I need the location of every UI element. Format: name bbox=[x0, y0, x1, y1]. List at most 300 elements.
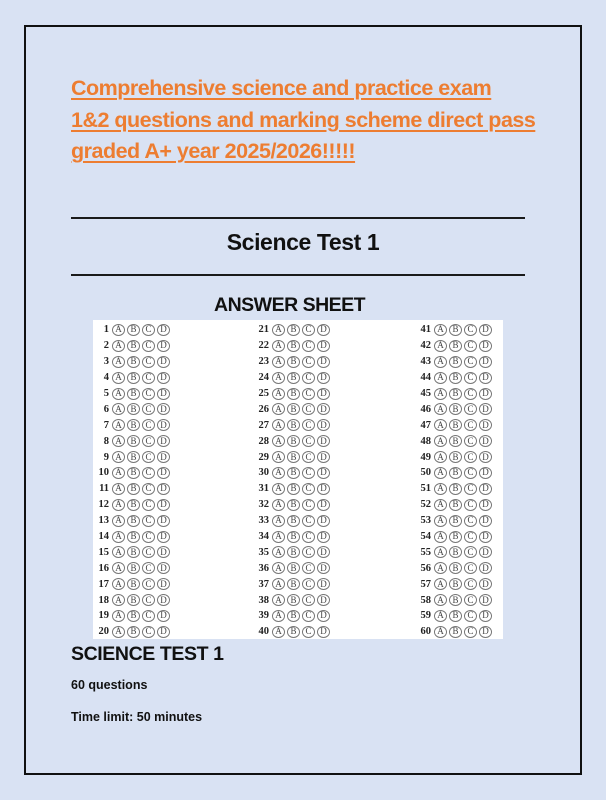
answer-row bbox=[415, 608, 494, 624]
answer-bubble-c[interactable]: C bbox=[464, 610, 477, 622]
answer-row bbox=[253, 386, 332, 402]
question-number: 58 bbox=[420, 594, 431, 606]
answer-bubble-d[interactable]: D bbox=[479, 626, 492, 638]
answer-bubble-d[interactable]: D bbox=[157, 626, 170, 638]
answer-bubble-d[interactable]: D bbox=[479, 594, 492, 606]
answer-bubble-c[interactable]: C bbox=[142, 626, 155, 638]
answer-row bbox=[253, 529, 332, 545]
answer-bubble-d[interactable]: D bbox=[317, 626, 330, 638]
answer-bubble-b[interactable]: B bbox=[127, 356, 140, 368]
answer-bubble-c[interactable]: C bbox=[464, 578, 477, 590]
answer-bubble-b[interactable]: B bbox=[449, 403, 462, 415]
answer-bubble-c[interactable]: C bbox=[142, 340, 155, 352]
answer-bubble-c[interactable]: C bbox=[302, 578, 315, 590]
answer-bubble-c[interactable]: C bbox=[302, 324, 315, 336]
answer-row bbox=[415, 624, 494, 640]
answer-row bbox=[93, 322, 172, 338]
answer-row bbox=[93, 433, 172, 449]
answer-bubble-b[interactable]: B bbox=[449, 388, 462, 400]
answer-bubble-d[interactable]: D bbox=[157, 562, 170, 574]
answer-bubble-d[interactable]: D bbox=[479, 499, 492, 511]
answer-bubble-a[interactable]: A bbox=[112, 324, 125, 336]
answer-bubble-a[interactable]: A bbox=[272, 515, 285, 527]
answer-bubble-c[interactable]: C bbox=[142, 435, 155, 447]
answer-bubble-b[interactable]: B bbox=[449, 372, 462, 384]
answer-bubble-d[interactable]: D bbox=[479, 340, 492, 352]
answer-bubble-d[interactable]: D bbox=[317, 594, 330, 606]
answer-bubble-b[interactable]: B bbox=[127, 626, 140, 638]
answer-bubble-b[interactable]: B bbox=[449, 340, 462, 352]
answer-bubble-d[interactable]: D bbox=[157, 388, 170, 400]
answer-bubble-a[interactable]: A bbox=[272, 372, 285, 384]
answer-bubble-d[interactable]: D bbox=[157, 451, 170, 463]
answer-bubble-a[interactable]: A bbox=[112, 340, 125, 352]
answer-bubble-b[interactable]: B bbox=[287, 515, 300, 527]
question-number: 51 bbox=[420, 483, 431, 495]
answer-bubble-a[interactable]: A bbox=[272, 388, 285, 400]
answer-row bbox=[93, 401, 172, 417]
question-number: 36 bbox=[258, 562, 269, 574]
answer-bubble-d[interactable]: D bbox=[317, 562, 330, 574]
answer-bubble-b[interactable]: B bbox=[127, 403, 140, 415]
answer-bubble-a[interactable]: A bbox=[112, 435, 125, 447]
test-title: Science Test 1 bbox=[226, 229, 380, 255]
answer-bubble-b[interactable]: B bbox=[127, 594, 140, 606]
answer-bubble-d[interactable]: D bbox=[157, 515, 170, 527]
question-number: 26 bbox=[258, 403, 269, 415]
answer-bubble-c[interactable]: C bbox=[464, 515, 477, 527]
answer-bubble-c[interactable]: C bbox=[302, 531, 315, 543]
answer-bubble-d[interactable]: D bbox=[157, 594, 170, 606]
answer-bubble-c[interactable]: C bbox=[142, 388, 155, 400]
answer-bubble-d[interactable]: D bbox=[479, 467, 492, 479]
answer-bubble-b[interactable]: B bbox=[287, 451, 300, 463]
question-number: 40 bbox=[258, 626, 269, 638]
question-number: 12 bbox=[98, 499, 109, 511]
answer-bubble-c[interactable]: C bbox=[142, 515, 155, 527]
answer-row bbox=[253, 433, 332, 449]
answer-bubble-d[interactable]: D bbox=[157, 467, 170, 479]
answer-bubble-a[interactable]: A bbox=[434, 562, 447, 574]
answer-bubble-a[interactable]: A bbox=[112, 626, 125, 638]
answer-bubble-b[interactable]: B bbox=[127, 340, 140, 352]
answer-bubble-a[interactable]: A bbox=[272, 546, 285, 558]
answer-bubble-b[interactable]: B bbox=[127, 562, 140, 574]
answer-bubble-b[interactable]: B bbox=[449, 324, 462, 336]
answer-bubble-a[interactable]: A bbox=[434, 531, 447, 543]
answer-bubble-c[interactable]: C bbox=[302, 483, 315, 495]
answer-bubble-c[interactable]: C bbox=[302, 546, 315, 558]
answer-bubble-d[interactable]: D bbox=[157, 324, 170, 336]
answer-bubble-c[interactable]: C bbox=[464, 340, 477, 352]
question-number: 3 bbox=[103, 356, 109, 368]
answer-bubble-c[interactable]: C bbox=[142, 419, 155, 431]
answer-bubble-a[interactable]: A bbox=[272, 531, 285, 543]
answer-bubble-d[interactable]: D bbox=[479, 546, 492, 558]
answer-bubble-c[interactable]: C bbox=[464, 594, 477, 606]
answer-bubble-d[interactable]: D bbox=[317, 578, 330, 590]
answer-bubble-c[interactable]: C bbox=[142, 356, 155, 368]
answer-bubble-c[interactable]: C bbox=[142, 562, 155, 574]
answer-bubble-b[interactable]: B bbox=[449, 467, 462, 479]
answer-bubble-b[interactable]: B bbox=[287, 546, 300, 558]
answer-bubble-a[interactable]: A bbox=[434, 467, 447, 479]
answer-bubble-a[interactable]: A bbox=[434, 515, 447, 527]
answer-row bbox=[253, 481, 332, 497]
question-number: 45 bbox=[420, 388, 431, 399]
answer-bubble-b[interactable]: B bbox=[127, 546, 140, 558]
answer-bubble-d[interactable]: D bbox=[479, 419, 492, 431]
answer-row bbox=[93, 417, 172, 433]
answer-bubble-c[interactable]: C bbox=[464, 531, 477, 543]
answer-bubble-c[interactable]: C bbox=[302, 626, 315, 638]
answer-bubble-b[interactable]: B bbox=[287, 562, 300, 574]
answer-bubble-b[interactable]: B bbox=[127, 578, 140, 590]
question-number: 23 bbox=[258, 356, 269, 368]
answer-bubble-d[interactable]: D bbox=[317, 403, 330, 415]
answer-bubble-a[interactable]: A bbox=[434, 451, 447, 463]
answer-bubble-b[interactable]: B bbox=[287, 324, 300, 336]
answer-bubble-a[interactable]: A bbox=[112, 419, 125, 431]
answer-bubble-d[interactable]: D bbox=[157, 610, 170, 622]
answer-bubble-b[interactable]: B bbox=[287, 388, 300, 400]
answer-bubble-b[interactable]: B bbox=[127, 388, 140, 400]
answer-bubble-b[interactable]: B bbox=[287, 467, 300, 479]
answer-bubble-c[interactable]: C bbox=[464, 435, 477, 447]
answer-bubble-d[interactable]: D bbox=[157, 578, 170, 590]
answer-bubble-d[interactable]: D bbox=[317, 419, 330, 431]
answer-bubble-b[interactable]: B bbox=[449, 419, 462, 431]
answer-row bbox=[93, 592, 172, 608]
answer-row bbox=[93, 513, 172, 529]
answer-bubble-a[interactable]: A bbox=[434, 499, 447, 511]
answer-row bbox=[93, 560, 172, 576]
answer-bubble-b[interactable]: B bbox=[449, 435, 462, 447]
answer-bubble-d[interactable]: D bbox=[479, 515, 492, 527]
answer-bubble-d[interactable]: D bbox=[479, 531, 492, 543]
question-number: 7 bbox=[103, 419, 109, 431]
answer-bubble-d[interactable]: D bbox=[479, 483, 492, 495]
answer-bubble-a[interactable]: A bbox=[112, 356, 125, 368]
answer-row bbox=[93, 624, 172, 640]
answer-bubble-d[interactable]: D bbox=[317, 483, 330, 495]
answer-bubble-c[interactable]: C bbox=[464, 626, 477, 638]
question-number: 27 bbox=[258, 419, 269, 431]
title-line-3: graded A+ year 2025/2026!!!!! bbox=[71, 139, 356, 163]
answer-bubble-a[interactable]: A bbox=[434, 324, 447, 336]
answer-bubble-d[interactable]: D bbox=[157, 356, 170, 368]
answer-bubble-b[interactable]: B bbox=[449, 578, 462, 590]
answer-bubble-a[interactable]: A bbox=[272, 419, 285, 431]
answer-bubble-a[interactable]: A bbox=[434, 388, 447, 400]
answer-bubble-d[interactable]: D bbox=[479, 324, 492, 336]
answer-bubble-b[interactable]: B bbox=[287, 610, 300, 622]
answer-sheet-heading: ANSWER SHEET bbox=[214, 294, 366, 316]
answer-bubble-c[interactable]: C bbox=[302, 340, 315, 352]
answer-bubble-c[interactable]: C bbox=[464, 372, 477, 384]
answer-bubble-a[interactable]: A bbox=[434, 372, 447, 384]
answer-bubble-d[interactable]: D bbox=[479, 578, 492, 590]
answer-bubble-a[interactable]: A bbox=[112, 499, 125, 511]
answer-bubble-c[interactable]: C bbox=[302, 594, 315, 606]
answer-bubble-c[interactable]: C bbox=[142, 324, 155, 336]
answer-bubble-d[interactable]: D bbox=[317, 435, 330, 447]
answer-bubble-c[interactable]: C bbox=[142, 546, 155, 558]
answer-bubble-a[interactable]: A bbox=[272, 499, 285, 511]
answer-bubble-b[interactable]: B bbox=[287, 626, 300, 638]
answer-bubble-d[interactable]: D bbox=[157, 340, 170, 352]
question-number: 24 bbox=[258, 372, 269, 384]
answer-row bbox=[93, 529, 172, 545]
answer-bubble-a[interactable]: A bbox=[434, 419, 447, 431]
answer-row bbox=[253, 592, 332, 608]
answer-row bbox=[253, 513, 332, 529]
answer-bubble-b[interactable]: B bbox=[287, 340, 300, 352]
question-number: 11 bbox=[99, 483, 109, 495]
answer-bubble-a[interactable]: A bbox=[272, 467, 285, 479]
answer-bubble-b[interactable]: B bbox=[127, 372, 140, 384]
section-title: SCIENCE TEST 1 bbox=[71, 643, 224, 665]
answer-bubble-a[interactable]: A bbox=[434, 626, 447, 638]
answer-bubble-c[interactable]: C bbox=[464, 388, 477, 400]
answer-bubble-a[interactable]: A bbox=[272, 356, 285, 368]
answer-bubble-c[interactable]: C bbox=[464, 483, 477, 495]
answer-bubble-b[interactable]: B bbox=[449, 610, 462, 622]
answer-bubble-c[interactable]: C bbox=[464, 324, 477, 336]
answer-bubble-b[interactable]: B bbox=[287, 419, 300, 431]
answer-bubble-b[interactable]: B bbox=[127, 467, 140, 479]
answer-bubble-c[interactable]: C bbox=[464, 403, 477, 415]
answer-bubble-c[interactable]: C bbox=[464, 499, 477, 511]
answer-bubble-b[interactable]: B bbox=[287, 578, 300, 590]
answer-row bbox=[415, 560, 494, 576]
question-number: 55 bbox=[420, 546, 431, 558]
answer-bubble-a[interactable]: A bbox=[112, 467, 125, 479]
question-number: 52 bbox=[420, 499, 431, 511]
answer-bubble-c[interactable]: C bbox=[142, 467, 155, 479]
answer-bubble-a[interactable]: A bbox=[112, 562, 125, 574]
answer-bubble-d[interactable]: D bbox=[479, 403, 492, 415]
answer-bubble-c[interactable]: C bbox=[302, 388, 315, 400]
answer-bubble-a[interactable]: A bbox=[434, 435, 447, 447]
question-number: 16 bbox=[98, 562, 109, 574]
answer-bubble-a[interactable]: A bbox=[434, 403, 447, 415]
answer-bubble-b[interactable]: B bbox=[127, 324, 140, 336]
answer-bubble-a[interactable]: A bbox=[112, 388, 125, 400]
answer-row bbox=[253, 465, 332, 481]
answer-bubble-c[interactable]: C bbox=[142, 451, 155, 463]
answer-row bbox=[93, 576, 172, 592]
question-number: 57 bbox=[420, 578, 431, 590]
answer-bubble-b[interactable]: B bbox=[127, 515, 140, 527]
answer-bubble-b[interactable]: B bbox=[287, 483, 300, 495]
question-number: 49 bbox=[420, 451, 431, 463]
question-number: 39 bbox=[258, 610, 269, 622]
answer-bubble-b[interactable]: B bbox=[287, 435, 300, 447]
answer-bubble-b[interactable]: B bbox=[127, 531, 140, 543]
answer-bubble-c[interactable]: C bbox=[142, 403, 155, 415]
answer-bubble-a[interactable]: A bbox=[272, 435, 285, 447]
answer-bubble-b[interactable]: B bbox=[127, 499, 140, 511]
answer-bubble-a[interactable]: A bbox=[112, 610, 125, 622]
answer-bubble-d[interactable]: D bbox=[317, 324, 330, 336]
answer-bubble-b[interactable]: B bbox=[449, 562, 462, 574]
question-number: 37 bbox=[258, 578, 269, 590]
answer-bubble-d[interactable]: D bbox=[317, 610, 330, 622]
answer-bubble-d[interactable]: D bbox=[157, 403, 170, 415]
answer-bubble-d[interactable]: D bbox=[157, 372, 170, 384]
answer-bubble-d[interactable]: D bbox=[317, 340, 330, 352]
answer-bubble-a[interactable]: A bbox=[112, 451, 125, 463]
answer-bubble-c[interactable]: C bbox=[464, 467, 477, 479]
answer-bubble-a[interactable]: A bbox=[434, 483, 447, 495]
answer-bubble-c[interactable]: C bbox=[464, 546, 477, 558]
answer-bubble-a[interactable]: A bbox=[434, 610, 447, 622]
answer-bubble-d[interactable]: D bbox=[157, 531, 170, 543]
answer-bubble-c[interactable]: C bbox=[464, 562, 477, 574]
time-limit: Time limit: 50 minutes bbox=[71, 710, 203, 724]
answer-bubble-b[interactable]: B bbox=[127, 451, 140, 463]
answer-bubble-b[interactable]: B bbox=[127, 435, 140, 447]
answer-bubble-c[interactable]: C bbox=[142, 372, 155, 384]
answer-bubble-a[interactable]: A bbox=[434, 594, 447, 606]
answer-bubble-a[interactable]: A bbox=[434, 578, 447, 590]
answer-row bbox=[93, 497, 172, 513]
answer-bubble-d[interactable]: D bbox=[479, 562, 492, 574]
answer-bubble-a[interactable]: A bbox=[112, 403, 125, 415]
answer-bubble-a[interactable]: A bbox=[272, 324, 285, 336]
answer-bubble-d[interactable]: D bbox=[479, 388, 492, 400]
question-number: 50 bbox=[420, 467, 431, 479]
answer-bubble-c[interactable]: C bbox=[302, 372, 315, 384]
answer-bubble-b[interactable]: B bbox=[287, 372, 300, 384]
answer-bubble-a[interactable]: A bbox=[434, 546, 447, 558]
answer-bubble-a[interactable]: A bbox=[272, 340, 285, 352]
answer-bubble-c[interactable]: C bbox=[142, 531, 155, 543]
answer-row bbox=[415, 544, 494, 560]
answer-bubble-a[interactable]: A bbox=[112, 578, 125, 590]
answer-bubble-d[interactable]: D bbox=[317, 356, 330, 368]
answer-bubble-a[interactable]: A bbox=[112, 594, 125, 606]
answer-bubble-c[interactable]: C bbox=[302, 403, 315, 415]
question-number: 42 bbox=[420, 340, 431, 352]
question-number: 33 bbox=[258, 515, 269, 527]
answer-bubble-b[interactable]: B bbox=[449, 451, 462, 463]
answer-bubble-d[interactable]: D bbox=[157, 435, 170, 447]
answer-bubble-d[interactable]: D bbox=[479, 435, 492, 447]
answer-bubble-a[interactable]: A bbox=[272, 483, 285, 495]
answer-bubble-b[interactable]: B bbox=[449, 515, 462, 527]
question-number: 25 bbox=[258, 388, 269, 399]
question-number: 47 bbox=[420, 419, 431, 431]
answer-bubble-b[interactable]: B bbox=[449, 594, 462, 606]
answer-bubble-b[interactable]: B bbox=[287, 531, 300, 543]
answer-bubble-c[interactable]: C bbox=[302, 467, 315, 479]
answer-bubble-b[interactable]: B bbox=[449, 626, 462, 638]
answer-bubble-c[interactable]: C bbox=[302, 499, 315, 511]
answer-bubble-c[interactable]: C bbox=[464, 419, 477, 431]
answer-bubble-c[interactable]: C bbox=[142, 578, 155, 590]
answer-bubble-a[interactable]: A bbox=[434, 356, 447, 368]
answer-row bbox=[253, 354, 332, 370]
answer-bubble-a[interactable]: A bbox=[272, 610, 285, 622]
answer-bubble-d[interactable]: D bbox=[479, 451, 492, 463]
answer-bubble-b[interactable]: B bbox=[449, 483, 462, 495]
answer-bubble-c[interactable]: C bbox=[302, 419, 315, 431]
answer-bubble-a[interactable]: A bbox=[272, 403, 285, 415]
answer-bubble-a[interactable]: A bbox=[112, 546, 125, 558]
answer-bubble-c[interactable]: C bbox=[302, 610, 315, 622]
answer-bubble-c[interactable]: C bbox=[142, 483, 155, 495]
answer-row bbox=[253, 497, 332, 513]
answer-bubble-b[interactable]: B bbox=[127, 419, 140, 431]
answer-bubble-d[interactable]: D bbox=[317, 546, 330, 558]
question-number: 1 bbox=[103, 324, 109, 336]
answer-column-3 bbox=[415, 322, 494, 640]
answer-bubble-d[interactable]: D bbox=[317, 372, 330, 384]
answer-bubble-a[interactable]: A bbox=[112, 483, 125, 495]
answer-row bbox=[253, 370, 332, 386]
answer-bubble-d[interactable]: D bbox=[479, 610, 492, 622]
answer-bubble-c[interactable]: C bbox=[302, 562, 315, 574]
answer-bubble-c[interactable]: C bbox=[464, 356, 477, 368]
answer-bubble-d[interactable]: D bbox=[317, 499, 330, 511]
answer-row bbox=[415, 354, 494, 370]
answer-bubble-c[interactable]: C bbox=[142, 594, 155, 606]
answer-bubble-c[interactable]: C bbox=[302, 515, 315, 527]
answer-bubble-d[interactable]: D bbox=[479, 372, 492, 384]
answer-bubble-c[interactable]: C bbox=[302, 435, 315, 447]
answer-bubble-d[interactable]: D bbox=[317, 515, 330, 527]
answer-bubble-c[interactable]: C bbox=[142, 499, 155, 511]
answer-bubble-c[interactable]: C bbox=[302, 356, 315, 368]
answer-bubble-a[interactable]: A bbox=[272, 626, 285, 638]
answer-bubble-b[interactable]: B bbox=[449, 546, 462, 558]
answer-bubble-a[interactable]: A bbox=[272, 578, 285, 590]
answer-row bbox=[415, 433, 494, 449]
answer-bubble-b[interactable]: B bbox=[127, 610, 140, 622]
answer-bubble-d[interactable]: D bbox=[317, 451, 330, 463]
answer-bubble-a[interactable]: A bbox=[272, 562, 285, 574]
answer-bubble-b[interactable]: B bbox=[449, 499, 462, 511]
answer-bubble-a[interactable]: A bbox=[112, 372, 125, 384]
answer-bubble-a[interactable]: A bbox=[434, 340, 447, 352]
question-number: 46 bbox=[420, 403, 431, 415]
answer-bubble-b[interactable]: B bbox=[127, 483, 140, 495]
answer-bubble-b[interactable]: B bbox=[449, 356, 462, 368]
answer-bubble-b[interactable]: B bbox=[287, 356, 300, 368]
answer-bubble-d[interactable]: D bbox=[317, 467, 330, 479]
answer-bubble-a[interactable]: A bbox=[112, 515, 125, 527]
answer-bubble-b[interactable]: B bbox=[449, 531, 462, 543]
answer-bubble-b[interactable]: B bbox=[287, 403, 300, 415]
answer-bubble-c[interactable]: C bbox=[302, 451, 315, 463]
answer-bubble-c[interactable]: C bbox=[464, 451, 477, 463]
answer-bubble-d[interactable]: D bbox=[157, 483, 170, 495]
answer-bubble-d[interactable]: D bbox=[157, 546, 170, 558]
answer-bubble-d[interactable]: D bbox=[317, 531, 330, 543]
answer-bubble-d[interactable]: D bbox=[479, 356, 492, 368]
answer-bubble-d[interactable]: D bbox=[317, 388, 330, 400]
answer-bubble-d[interactable]: D bbox=[157, 419, 170, 431]
answer-bubble-d[interactable]: D bbox=[157, 499, 170, 511]
answer-bubble-a[interactable]: A bbox=[112, 531, 125, 543]
answer-bubble-a[interactable]: A bbox=[272, 451, 285, 463]
answer-bubble-c[interactable]: C bbox=[142, 610, 155, 622]
answer-bubble-b[interactable]: B bbox=[287, 594, 300, 606]
answer-bubble-b[interactable]: B bbox=[287, 499, 300, 511]
answer-bubble-a[interactable]: A bbox=[272, 594, 285, 606]
